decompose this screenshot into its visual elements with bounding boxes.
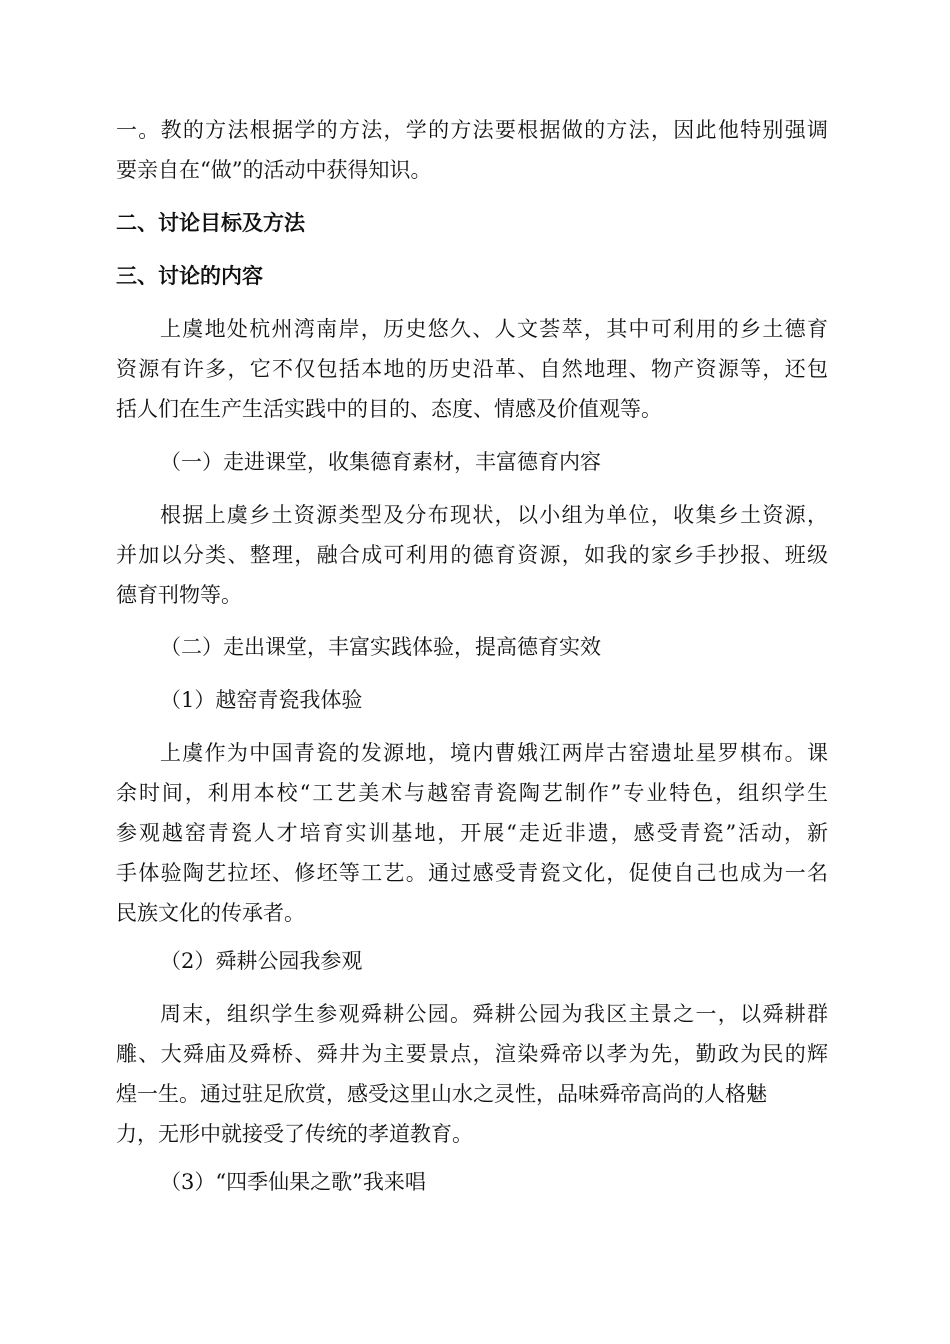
paragraph-line: 民族文化的传承者。 xyxy=(116,901,305,925)
paragraph-line: 余时间，利用本校“工艺美术与越窑青瓷陶艺制作”专业特色，组织学生 xyxy=(116,781,828,805)
paragraph-line: 德育刊物等。 xyxy=(116,583,242,607)
paragraph-line: 括人们在生产生活实践中的目的、态度、情感及价值观等。 xyxy=(116,397,662,421)
paragraph-line: 上虞地处杭州湾南岸，历史悠久、人文荟萃，其中可利用的乡土德育 xyxy=(160,317,828,341)
item-heading: （3）“四季仙果之歌”我来唱 xyxy=(160,1170,426,1194)
section-heading: 二、讨论目标及方法 xyxy=(116,210,305,235)
paragraph-line: 力，无形中就接受了传统的孝道教育。 xyxy=(116,1122,473,1146)
paragraph-line: 周末，组织学生参观舜耕公园。舜耕公园为我区主景之一，以舜耕群 xyxy=(160,1002,828,1026)
paragraph-line: 煌一生。通过驻足欣赏，感受这里山水之灵性，品味舜帝高尚的人格魅 xyxy=(116,1082,767,1106)
paragraph-line: 要亲自在“做”的活动中获得知识。 xyxy=(116,158,432,182)
section-heading: 三、讨论的内容 xyxy=(116,263,263,288)
paragraph-line: 一。教的方法根据学的方法，学的方法要根据做的方法，因此他特别强调 xyxy=(116,118,828,142)
subsection-heading: （二）走出课堂，丰富实践体验，提高德育实效 xyxy=(160,635,601,659)
subsection-heading: （一）走进课堂，收集德育素材，丰富德育内容 xyxy=(160,450,601,474)
paragraph-line: 上虞作为中国青瓷的发源地，境内曹娥江两岸古窑遗址星罗棋布。课 xyxy=(160,741,828,765)
paragraph-line: 根据上虞乡土资源类型及分布现状，以小组为单位，收集乡土资源， xyxy=(160,503,828,527)
item-heading: （1）越窑青瓷我体验 xyxy=(160,688,363,712)
item-heading: （2）舜耕公园我参观 xyxy=(160,949,363,973)
paragraph-line: 参观越窑青瓷人才培育实训基地，开展“走近非遗，感受青瓷”活动，新 xyxy=(116,821,828,845)
paragraph-line: 并加以分类、整理，融合成可利用的德育资源，如我的家乡手抄报、班级 xyxy=(116,543,828,567)
paragraph-line: 手体验陶艺拉坯、修坯等工艺。通过感受青瓷文化，促使自己也成为一名 xyxy=(116,861,828,885)
paragraph-line: 资源有许多，它不仅包括本地的历史沿革、自然地理、物产资源等，还包 xyxy=(116,357,828,381)
paragraph-line: 雕、大舜庙及舜桥、舜井为主要景点，渲染舜帝以孝为先，勤政为民的辉 xyxy=(116,1042,828,1066)
